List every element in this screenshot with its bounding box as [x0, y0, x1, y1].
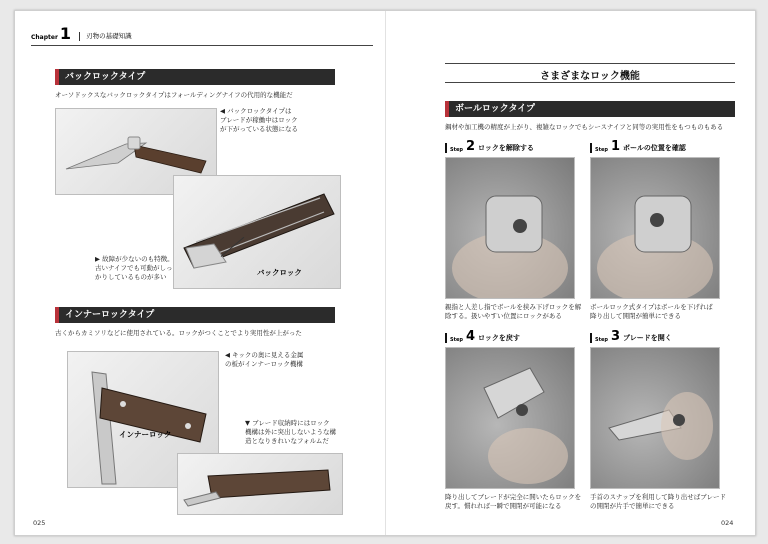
step-2-title — [445, 141, 534, 153]
page-gutter — [385, 11, 386, 535]
step-1-caption: ボールロック式タイプはボールを下げれば 降り出して開閉が簡単にできる — [590, 303, 713, 320]
ball-lock-heading: ボールロックタイプ — [445, 101, 735, 117]
ball-lock-intro: 鋼材や加工機の精度が上がり、複雑なロックでもシースナイフと同等の実用性をもつものもある — [445, 123, 724, 131]
step-marker — [445, 333, 447, 343]
step-marker — [590, 143, 592, 153]
step-number: 3 — [610, 329, 621, 344]
chapter-rule — [31, 45, 373, 46]
step-marker — [590, 333, 592, 343]
back-lock-caption-2: ▶ 故障が少ないのも特徴。 古いナイフでも可動がしっ かりしているものが多い — [95, 255, 174, 281]
right-page-title: さまざまなロック機能 — [540, 71, 640, 82]
back-lock-heading: バックロックタイプ — [55, 69, 335, 85]
title-rule-top — [445, 63, 735, 64]
left-page-number: 025 — [33, 519, 46, 527]
chapter-number: 1 — [59, 24, 72, 43]
chapter-title: 刃物の基礎知識 — [79, 32, 132, 41]
title-rule-bottom — [445, 82, 735, 83]
step-3-title — [590, 331, 672, 343]
hand-knife-image — [446, 348, 574, 488]
step-2-photo — [445, 157, 575, 299]
step-label: Step — [450, 337, 463, 343]
chapter-header — [31, 24, 132, 43]
hand-knife-image — [446, 158, 574, 298]
inner-lock-caption-1: ◀ キックの奥に見える金属 の板がインナーロック機構 — [225, 351, 304, 368]
hand-knife-image — [591, 158, 719, 298]
inner-lock-photo-2 — [177, 453, 343, 515]
inner-lock-heading: インナーロックタイプ — [55, 307, 335, 323]
inner-lock-intro: 古くからカミソリなどに使用されている。ロックがつくことでより実用性が上がった — [55, 329, 302, 337]
step-label: Step — [595, 337, 608, 343]
step-2-caption: 親指と人差し指でボールを挟み下げロックを解 除する。扱いやすい位置にロックがある — [445, 303, 582, 320]
closed-knife-image — [178, 454, 342, 514]
step-1-title — [590, 141, 686, 153]
back-lock-caption-1: ◀ バックロックタイプは ブレードが稼働中はロック が下がっている状態になる — [220, 107, 298, 133]
back-lock-callout: バックロック — [257, 268, 302, 277]
step-title-text: ブレードを開く — [623, 334, 672, 342]
step-3-photo — [590, 347, 720, 489]
step-4-caption: 降り出してブレードが完全に開いたらロックを 戻す。慣れれば一瞬で開閉が可能になる — [445, 493, 582, 510]
step-4-photo — [445, 347, 575, 489]
step-title-text: ロックを戻す — [478, 334, 520, 342]
step-4-title — [445, 331, 520, 343]
step-label: Step — [595, 147, 608, 153]
step-title-text: ロックを解除する — [478, 144, 534, 152]
hand-knife-image — [591, 348, 719, 488]
step-label: Step — [450, 147, 463, 153]
right-page-number: 024 — [721, 519, 734, 527]
back-lock-intro: オーソドックスなバックロックタイプはフォールディングナイフの代用的な機能だ — [55, 91, 293, 99]
step-title-text: ボールの位置を確認 — [623, 144, 686, 152]
step-number: 4 — [465, 329, 476, 344]
step-marker — [445, 143, 447, 153]
chapter-label: Chapter — [31, 34, 58, 41]
step-number: 1 — [610, 139, 621, 154]
step-3-caption: 手首のスナップを利用して降り出せばブレード の開閉が片手で簡単にできる — [590, 493, 726, 510]
step-number: 2 — [465, 139, 476, 154]
book-spread — [14, 10, 756, 536]
step-1-photo — [590, 157, 720, 299]
inner-lock-callout: インナーロック — [119, 430, 172, 439]
inner-lock-caption-2: ▼ ブレード収納時にはロック 機構は外に突出しないような構 造となりきれいなフォルムだ — [245, 419, 336, 445]
